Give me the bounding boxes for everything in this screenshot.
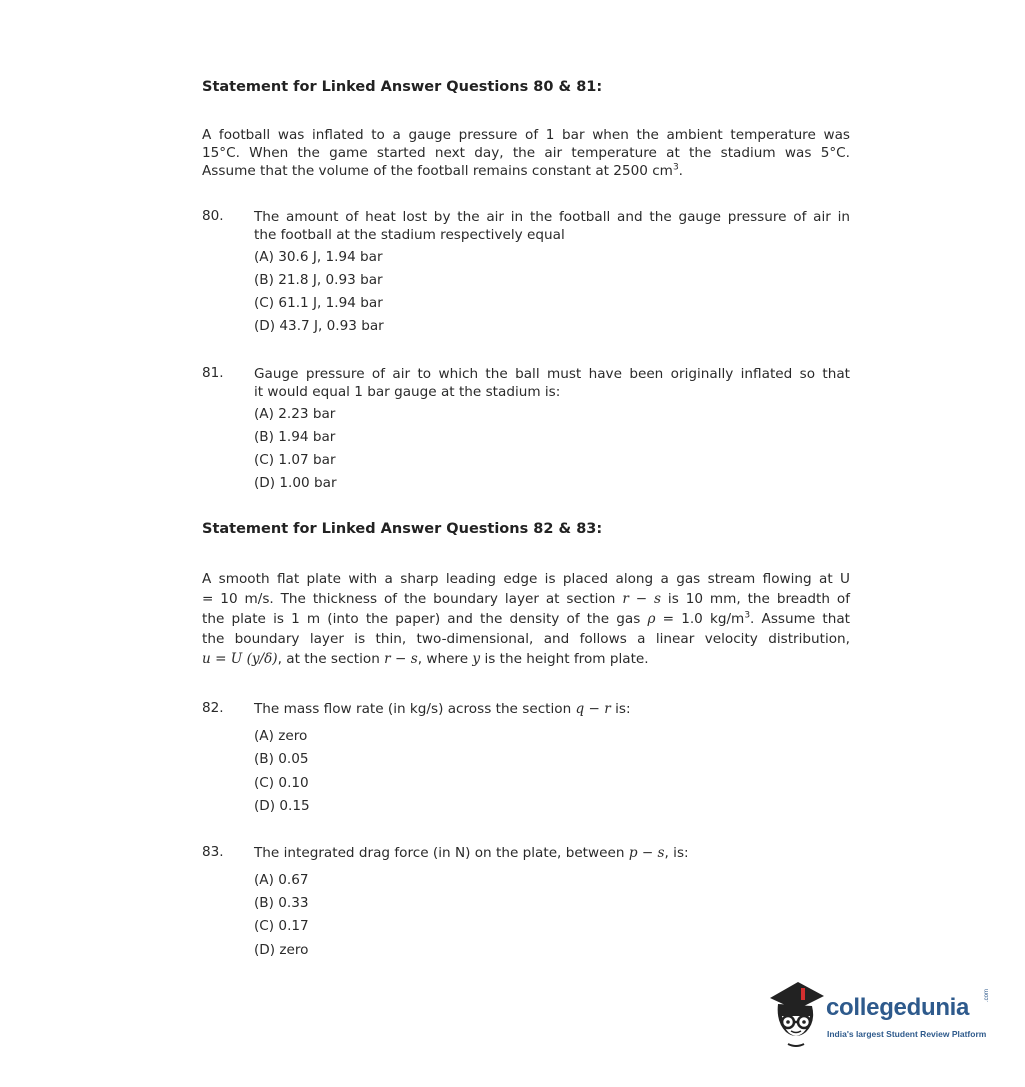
option-81-a: (A) 2.23 bar [254, 406, 336, 422]
option-83-b: (B) 0.33 [254, 895, 309, 911]
option-80-b: (B) 21.8 J, 0.93 bar [254, 272, 383, 288]
option-83-d: (D) zero [254, 942, 309, 958]
option-83-a: (A) 0.67 [254, 872, 309, 888]
logo-wordmark: collegedunia [826, 994, 970, 1021]
section-heading-82-83: Statement for Linked Answer Questions 82 & 83: [202, 521, 603, 537]
question-text-83: The integrated drag force (in N) on the plate, between p − s, is: [254, 845, 689, 861]
question-number-80: 80. [202, 208, 224, 224]
question-number-83: 83. [202, 844, 224, 860]
option-81-c: (C) 1.07 bar [254, 452, 336, 468]
statement-paragraph-82-83: A smooth flat plate with a sharp leading edge is placed along a gas stream flowing at U = 10 m/s. The thickness of the boundary layer at section r − s is 10 mm, the breadth of the plate is 1 m (into the paper) and the density of the gas ρ = 1.0 $kg/m^3$. Assume that the boundary layer is thin, two-dimensional, and follows a linear velocity distribution, u = U (y/δ), at the section r − s, where y is the height from plate. [202, 571, 851, 667]
section-heading-80-81: Statement for Linked Answer Questions 80 & 81: [202, 79, 603, 95]
option-80-c: (C) 61.1 J, 1.94 bar [254, 295, 383, 311]
question-text-81: Gauge pressure of air to which the ball must have been originally inflated so that it would equal 1 bar gauge at the stadium is: [254, 366, 850, 400]
option-81-b: (B) 1.94 bar [254, 429, 336, 445]
option-82-d: (D) 0.15 [254, 798, 310, 814]
option-80-d: (D) 43.7 J, 0.93 bar [254, 318, 384, 334]
collegedunia-logo[interactable] [766, 978, 994, 1050]
option-83-c: (C) 0.17 [254, 918, 309, 934]
question-number-82: 82. [202, 700, 224, 716]
statement-line: 15°C. When the game started next day, the air temperature at the stadium was 5°C. [202, 145, 850, 161]
statement-line: A football was inflated to a gauge pressure of 1 bar when the ambient temperature was [202, 127, 850, 143]
option-81-d: (D) 1.00 bar [254, 475, 337, 491]
option-80-a: (A) 30.6 J, 1.94 bar [254, 249, 383, 265]
question-number-81: 81. [202, 365, 224, 381]
option-82-b: (B) 0.05 [254, 751, 309, 767]
logo-tagline: India's largest Student Review Platform [827, 1029, 987, 1039]
statement-line: Assume that the volume of the football remains constant at 2500 $cm^3$. [202, 162, 683, 179]
question-text-82: The mass flow rate (in kg/s) across the section q − r is: [254, 701, 631, 717]
option-82-c: (C) 0.10 [254, 775, 309, 791]
logo-com-suffix: .com [984, 988, 990, 1002]
option-82-a: (A) zero [254, 728, 308, 744]
question-text-80: The amount of heat lost by the air in the football and the gauge pressure of air in the football at the stadium respectively equal [254, 209, 850, 243]
graduate-mascot-icon [766, 978, 826, 1050]
statement-paragraph-80-81 [202, 126, 850, 180]
